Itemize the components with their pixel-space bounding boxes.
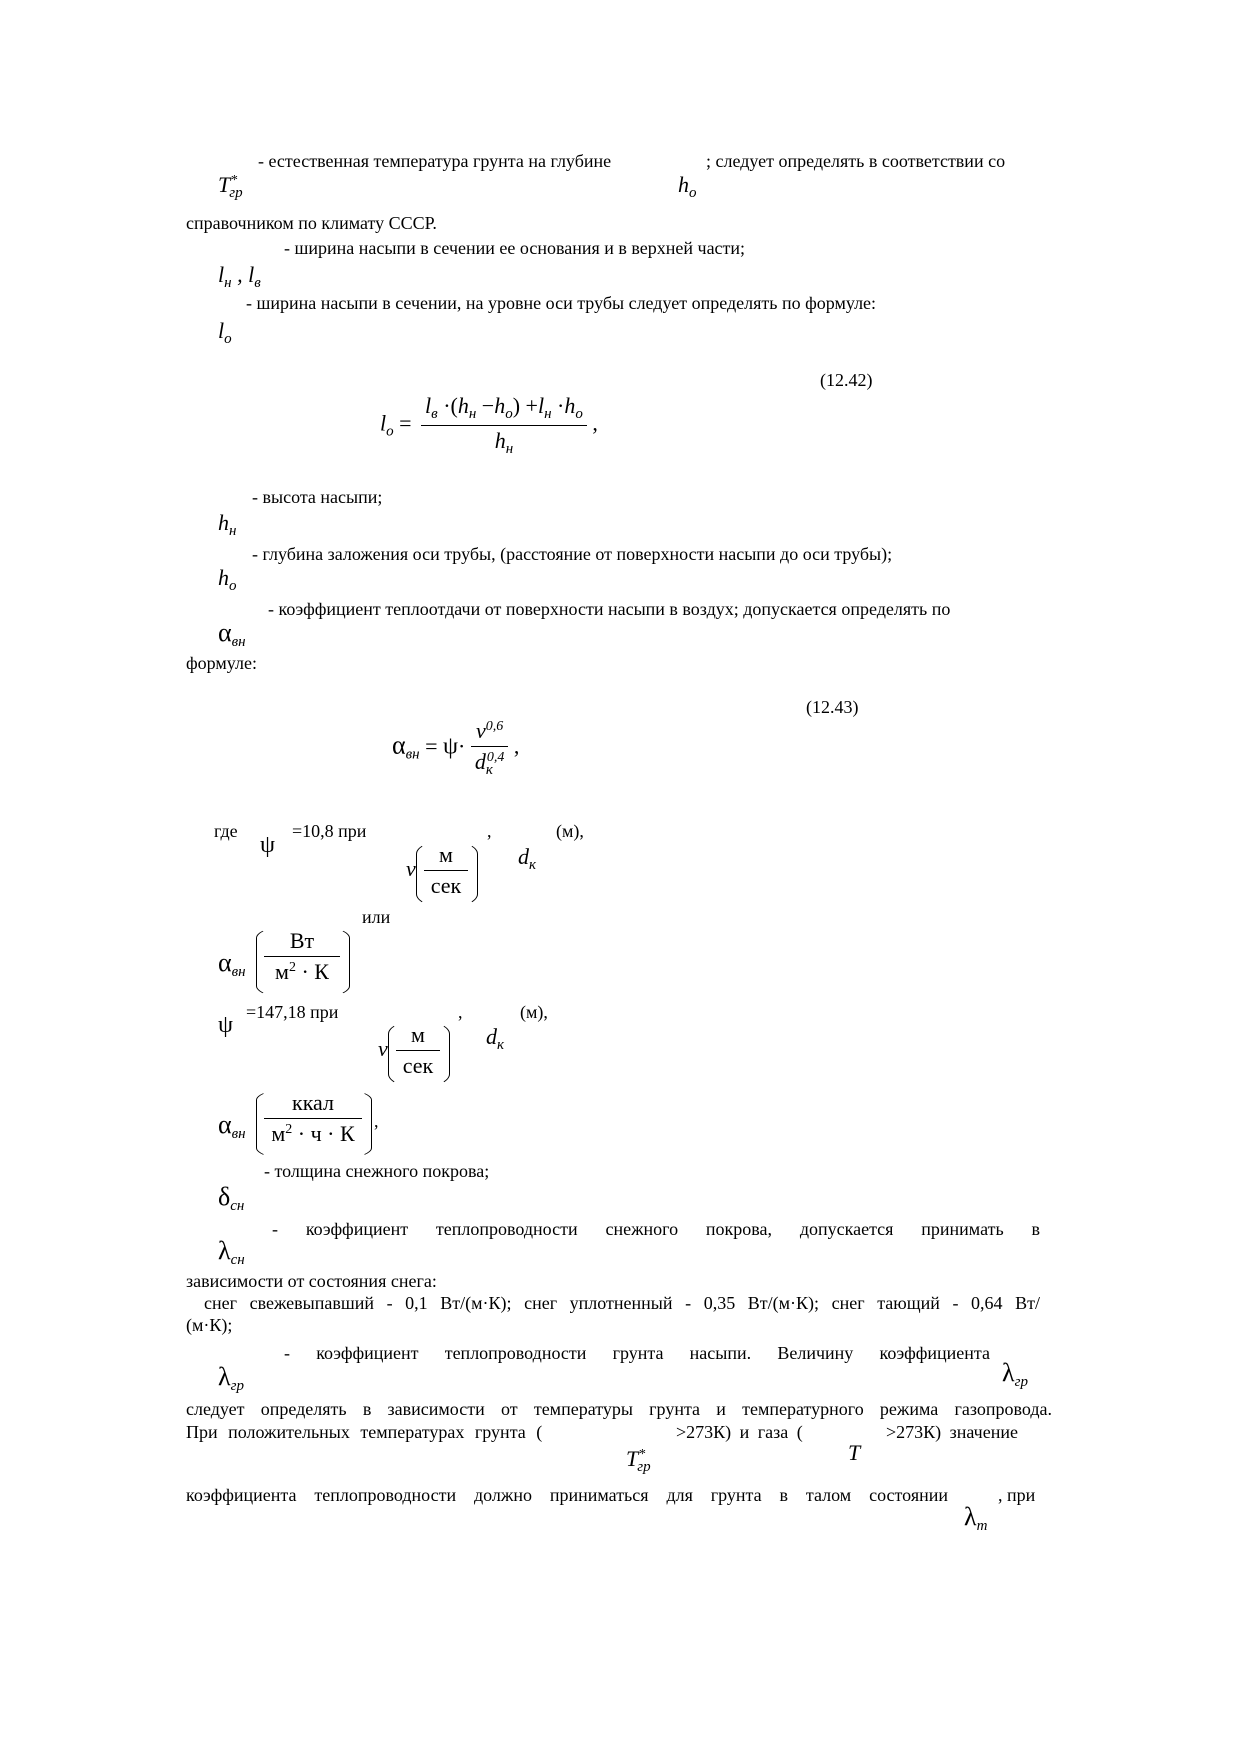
symbol-h-o: $h_о$ — [678, 172, 697, 201]
text-line-positive-temps: При положительных температурах грунта ( — [186, 1422, 543, 1442]
symbol-lambda-gr: $\lambda_{гр}$ — [218, 1362, 244, 1394]
text-psi-value-2: =147,18 при — [246, 1002, 339, 1022]
symbol-alpha-vn: $\alpha_{вн}$ — [218, 618, 246, 650]
text-line-snow-conductivity: - коэффициент теплопроводности снежного покрова, допускается принимать в — [272, 1219, 1040, 1239]
unit-m-per-sec-2: м сек — [396, 1022, 440, 1079]
text-or: или — [362, 907, 391, 927]
unit-W-per-m2K: Вт $м^2 \cdot К$ — [264, 928, 340, 985]
text-line-thawed-state-end: , при — [998, 1485, 1036, 1505]
symbol-alpha-vn-3: $\alpha_{вн}$ — [218, 1110, 246, 1142]
text-line-ground-temp-end: ; следует определять в соответствии со — [706, 151, 1006, 171]
text-line-ground-temp: - естественная температура грунта на глубине — [258, 151, 612, 171]
text-line-embankment-width: - ширина насыпи в сечении ее основания и в верхней части; — [284, 238, 746, 258]
symbol-v: v — [406, 856, 416, 881]
symbol-T-gr-star: $T^*_{гр}$ — [218, 172, 243, 201]
text-line-positive-temps-end: >273К) значение — [886, 1422, 1018, 1442]
symbol-lambda-t: $\lambda_т$ — [964, 1502, 988, 1534]
text-line-positive-temps-mid: >273К) и газа ( — [676, 1422, 803, 1442]
text-comma-2: , — [458, 1002, 463, 1022]
text-line-climate-handbook: справочником по климату СССР. — [186, 213, 437, 233]
symbol-h-o-2: $h_о$ — [218, 565, 237, 594]
text-line-thawed-state: коэффициента теплопроводности должно приниматься для грунта в талом состоянии — [186, 1485, 948, 1505]
symbol-psi-2: ψ — [218, 1012, 234, 1038]
symbol-d-k-2: $d_к$ — [486, 1024, 505, 1053]
symbol-alpha-vn-2: $\alpha_{вн}$ — [218, 948, 246, 980]
symbol-psi: ψ — [260, 832, 276, 858]
unit-kcal-per-m2hK: ккал $м^2 \cdot ч \cdot К$ — [264, 1090, 362, 1147]
symbol-h-n: $h_н$ — [218, 510, 237, 539]
text-line-snow-thickness: - толщина снежного покрова; — [264, 1161, 490, 1181]
text-line-heat-transfer: - коэффициент теплоотдачи от поверхности насыпи в воздух; допускается определять по — [268, 599, 951, 619]
symbol-T: T — [848, 1440, 861, 1465]
text-meter-unit-2: (м), — [520, 1002, 548, 1022]
symbol-delta-sn: $\delta_{сн}$ — [218, 1182, 245, 1214]
text-line-soil-conductivity: - коэффициент теплопроводности грунта насыпи. Величину коэффициента — [284, 1343, 990, 1363]
text-comma: , — [487, 821, 492, 841]
symbol-lambda-gr-2: $\lambda_{гр}$ — [1002, 1358, 1028, 1390]
unit-m-per-sec: м сек — [424, 842, 468, 899]
text-where: где — [214, 821, 238, 841]
text-trailing-comma: , — [374, 1111, 379, 1131]
formula-l-o: $l_о$ = $\frac{l_в \cdot(h_н -h_о) +l_н \cdot h_о}{h_н}$ , — [380, 393, 598, 457]
text-line-determine: следует определять в зависимости от температуры грунта и температурного режима газопровода. — [186, 1399, 1052, 1419]
text-line-snow-values: снег свежевыпавший - 0,1 Вт/(м·К); снег уплотненный - 0,35 Вт/(м·К); снег тающий - 0,64 Вт/ — [204, 1293, 1040, 1313]
text-line-formula-label: формуле: — [186, 653, 257, 673]
text-line-snow-values-end: (м·К); — [186, 1315, 233, 1335]
text-meter-unit: (м), — [556, 821, 584, 841]
text-line-axis-width: - ширина насыпи в сечении, на уровне оси трубы следует определять по формуле: — [246, 293, 877, 313]
symbol-T-gr-star-2: $T^*_{гр}$ — [626, 1446, 651, 1475]
text-line-embankment-height: - высота насыпи; — [252, 487, 383, 507]
text-line-snow-state: зависимости от состояния снега: — [186, 1271, 437, 1291]
text-line-pipe-depth: - глубина заложения оси трубы, (расстояние от поверхности насыпи до оси трубы); — [252, 544, 893, 564]
equation-number-12-42: (12.42) — [820, 370, 873, 390]
symbol-l-n-l-v: $l_н$ , $l_в$ — [218, 262, 261, 291]
symbol-v-2: v — [378, 1036, 388, 1061]
formula-alpha-vn: $\alpha_{вн} = \psi\cdot$ $\frac{v^{0,6}}{d_к^{0,4}}$ , — [392, 718, 520, 778]
symbol-l-o: $l_о$ — [218, 318, 232, 347]
symbol-lambda-sn: $\lambda_{сн}$ — [218, 1236, 245, 1268]
equation-number-12-43: (12.43) — [806, 697, 859, 717]
text-psi-value-1: =10,8 при — [292, 821, 367, 841]
symbol-d-k: $d_к$ — [518, 844, 537, 873]
